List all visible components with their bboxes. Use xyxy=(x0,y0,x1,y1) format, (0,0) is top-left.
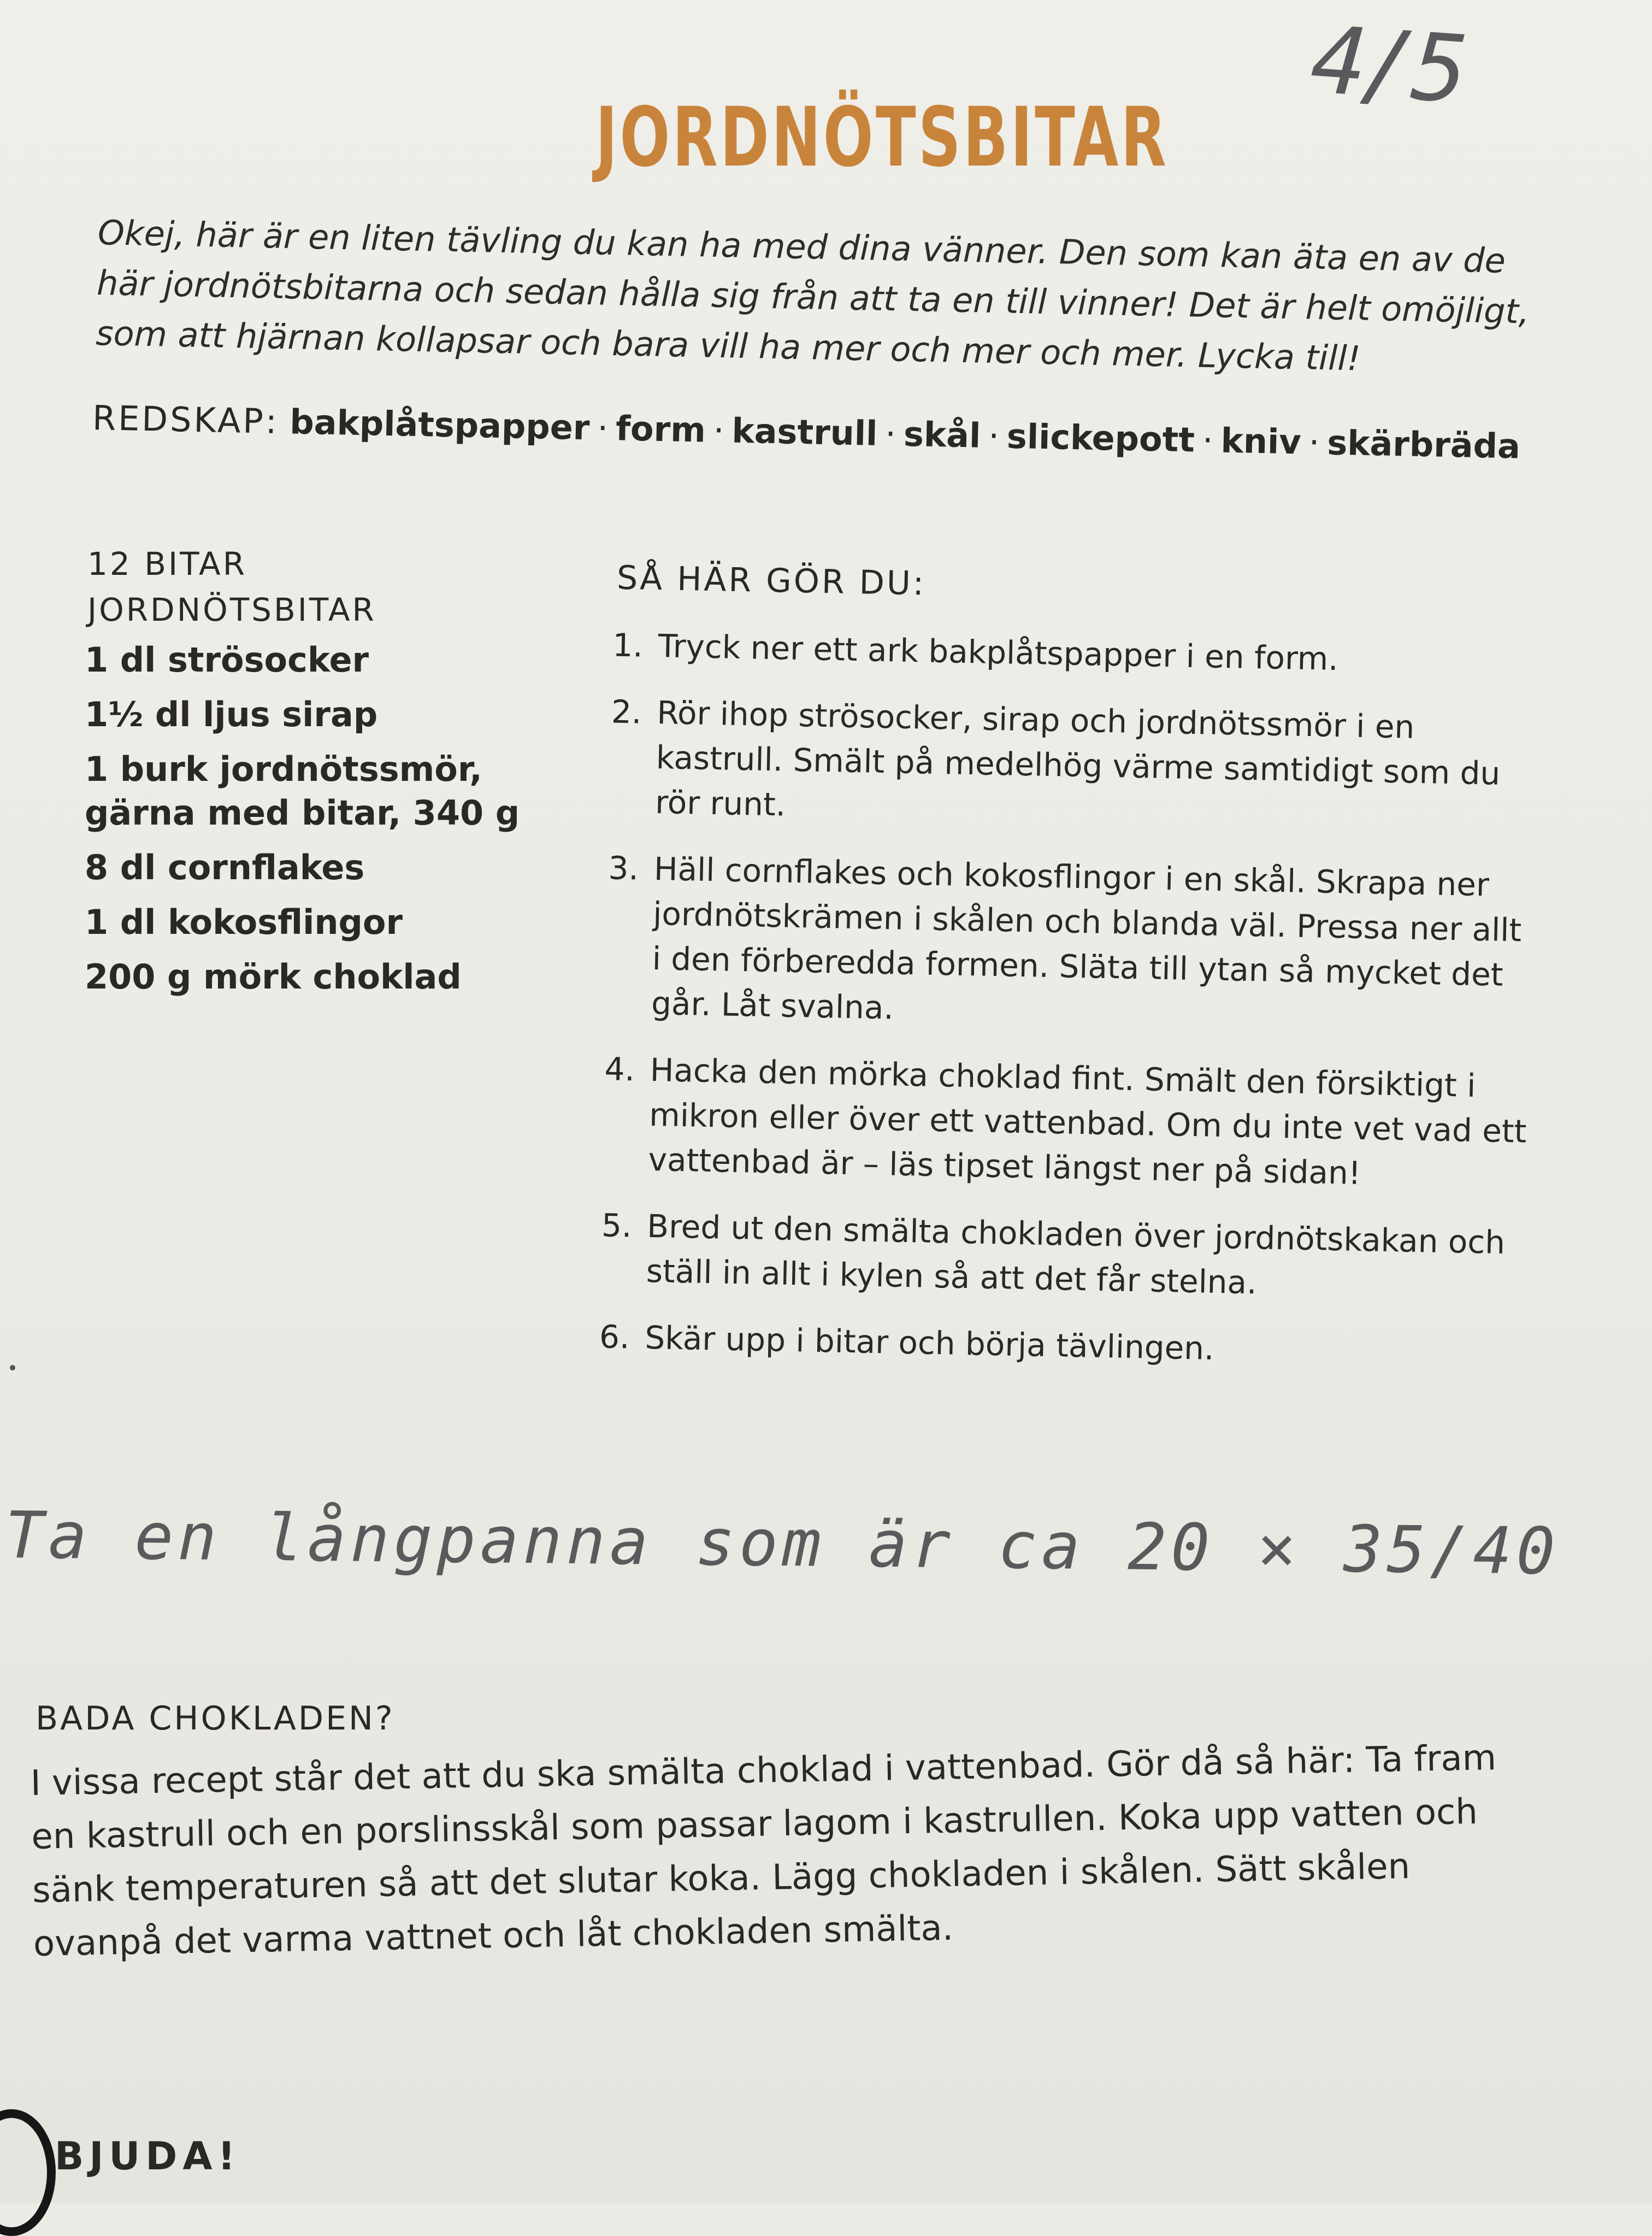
step-text: Hacka den mörka choklad fint. Smält den försiktigt i mikron eller över ett vattenbad. Om du inte vet vad ett vattenbad är – läs tipset längst ner på sidan! xyxy=(648,1051,1527,1192)
yield-line-1: 12 BITAR xyxy=(87,545,247,582)
handwritten-page-number: 4/5 xyxy=(1307,5,1466,125)
step-number: 5. xyxy=(601,1207,633,1245)
steps-heading: SÅ HÄR GÖR DU: xyxy=(616,558,927,603)
separator-dot: · xyxy=(988,415,1000,456)
handwritten-note: Ta en långpanna som är ca 20 × 35/40 xyxy=(4,1497,1560,1589)
instructions-column xyxy=(585,555,1541,1399)
tool-item: form xyxy=(615,408,706,450)
tool-item: skål xyxy=(903,414,982,456)
step-number: 2. xyxy=(611,693,642,731)
tip-text: I vissa recept står det att du ska smälta choklad i vattenbad. Gör då så här: Ta fram en kastrull och en porslinsskål som passar lagom i kastrullen. Koka upp vatten och sänk temperaturen så att det slutar koka. Lägg chokladen i skålen. Sätt skålen ovanpå det varma vattnet och låt chokladen smälta. xyxy=(30,1738,1497,1964)
ingredient-item: 1 dl kokosflingor xyxy=(85,902,403,942)
ink-dot xyxy=(10,1365,15,1370)
separator-dot: · xyxy=(713,410,725,451)
ingredient-list xyxy=(85,638,576,999)
ingredient-item: 1½ dl ljus sirap xyxy=(85,695,378,734)
separator-dot: · xyxy=(597,408,609,448)
ingredient-item: 200 g mörk choklad xyxy=(85,957,462,997)
step-number: 3. xyxy=(607,849,639,887)
step-text: Rör ihop strösocker, sirap och jordnötssmör i en kastrull. Smält på medelhög värme samtidigt som du rör runt. xyxy=(654,694,1501,823)
tools-label: REDSKAP: xyxy=(92,397,280,442)
yield-line-2: JORDNÖTSBITAR xyxy=(87,591,376,628)
step-item xyxy=(596,689,1538,842)
step-item xyxy=(587,1203,1528,1310)
footer-logo-icon xyxy=(0,2109,56,2236)
steps-list xyxy=(586,622,1539,1377)
footer-section-title: BJUDA! xyxy=(55,2134,241,2179)
separator-dot: · xyxy=(1202,420,1214,461)
tool-item: kastrull xyxy=(731,410,878,454)
step-text: Bred ut den smälta chokladen över jordnötskakan och ställ in allt i kylen så att det får stelna. xyxy=(646,1207,1506,1302)
step-text: Tryck ner ett ark bakplåtspapper i en form. xyxy=(658,627,1339,678)
step-item xyxy=(589,1046,1531,1199)
step-item xyxy=(599,622,1539,685)
step-item xyxy=(586,1314,1526,1377)
ingredient-item: 1 burk jordnötssmör, gärna med bitar, 340 g xyxy=(85,749,520,833)
step-number: 6. xyxy=(599,1318,630,1356)
ingredient-item: 8 dl cornflakes xyxy=(85,848,365,887)
tip-heading: BADA CHOKLADEN? xyxy=(36,1699,395,1738)
separator-dot: · xyxy=(884,414,896,454)
step-text: Skär upp i bitar och börja tävlingen. xyxy=(644,1319,1215,1367)
recipe-intro: Okej, här är en liten tävling du kan ha med dina vänner. Den som kan äta en av de här jordnötsbitarna och sedan hålla sig från att ta en till vinner! Det är helt omöjligt, som att hjärnan kollapsar och bara vill ha mer och mer och mer. Lycka till! xyxy=(95,212,1530,379)
step-text: Häll cornflakes och kokosflingor i en skål. Skrapa ner jordnötskrämen i skålen och blanda väl. Pressa ner allt i den förberedda formen. Släta till ytan så mycket det går. Låt svalna. xyxy=(651,850,1522,1027)
separator-dot: · xyxy=(1308,422,1320,463)
tools-list xyxy=(92,396,1567,469)
ingredient-item: 1 dl strösocker xyxy=(85,640,369,680)
tool-item: kniv xyxy=(1220,420,1302,462)
tool-item: slickepott xyxy=(1006,416,1195,460)
tool-item: skärbräda xyxy=(1326,422,1521,467)
recipe-title: JORDNÖTSBITAR xyxy=(595,90,1169,185)
step-number: 1. xyxy=(612,626,644,664)
step-item xyxy=(592,845,1535,1043)
tool-item: bakplåtspapper xyxy=(289,402,591,448)
step-number: 4. xyxy=(604,1050,635,1088)
ingredients-column xyxy=(85,541,576,1010)
